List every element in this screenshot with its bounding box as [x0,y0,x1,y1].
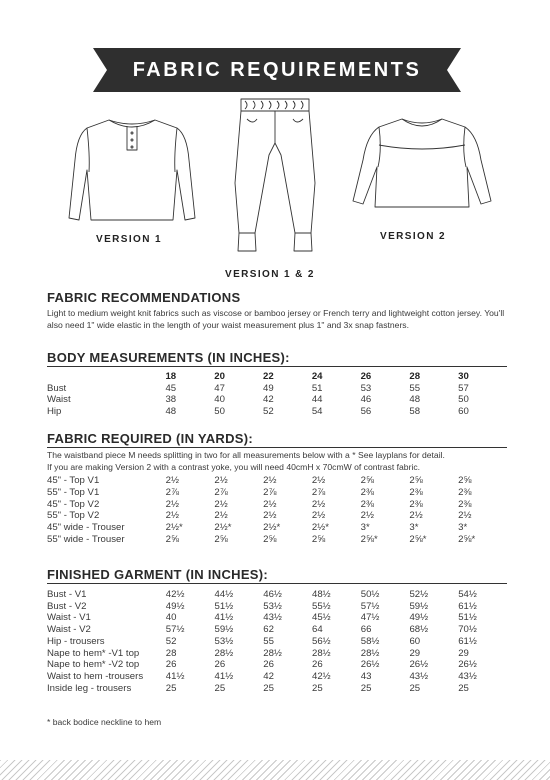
value-cell: 29 [458,647,469,659]
value-cell: 2½* [214,522,232,533]
value-cell: 42 [263,394,274,406]
value-cell: 44½ [214,589,234,600]
title-banner [93,48,461,92]
value-cell: 54½ [458,589,477,600]
row-label: Bust - V1 [47,589,87,600]
value-cell: 2⅝ [458,475,472,487]
value-cell: 26½ [409,659,429,671]
value-cell: 2⅞ [263,486,277,498]
value-cell: 44 [311,394,323,406]
fabric-required-title: FABRIC REQUIRED (IN YARDS): [47,431,507,448]
value-cell: 56 [360,406,372,418]
value-cell: 38 [165,394,177,406]
size-header-cell: 18 [165,371,177,382]
value-cell: 2⅜ [458,498,472,510]
value-cell: 53 [360,382,372,394]
value-cell: 48½ [312,589,331,600]
value-cell: 2⅜ [409,486,423,498]
table-row [47,394,507,406]
value-cell: 2⅝ [360,475,375,487]
value-cell: 2½* [165,522,183,533]
table-row [47,522,507,534]
trouser-illustration [225,93,325,258]
value-cell: 41½ [165,670,185,682]
value-cell: 50 [214,406,225,418]
value-cell: 2½ [263,498,277,510]
value-cell: 57 [458,382,469,394]
value-cell: 46½ [263,589,282,600]
fabric-required-table [47,475,507,545]
value-cell: 49½ [409,612,429,624]
value-cell: 25 [214,682,226,694]
value-cell: 43 [360,670,372,682]
value-cell: 2½ [165,498,180,510]
value-cell: 43½ [458,670,477,682]
value-cell: 45 [165,382,177,394]
body-measurements-table [47,371,507,418]
value-cell: 26 [165,659,177,671]
value-cell: 54 [311,406,323,418]
value-cell: 2⅜ [409,498,423,510]
value-cell: 42 [263,670,274,682]
fabric-required-note-1: The waistband piece M needs splitting in two for all measurements below with a * See layplans for detail. [47,450,445,460]
table-row [47,510,507,522]
row-label: Nape to hem* -V1 top [47,647,140,659]
value-cell: 46 [360,394,372,406]
table-row [47,406,507,418]
value-cell: 2½* [311,522,329,533]
value-cell: 2½* [263,522,281,533]
value-cell: 66 [360,624,372,636]
value-cell: 26 [214,659,226,671]
value-cell: 60 [458,406,469,418]
value-cell: 68½ [409,624,429,636]
value-cell: 2⅝* [360,533,378,545]
value-cell: 64 [312,624,323,636]
value-cell: 3* [458,522,468,533]
table-row [47,683,507,695]
value-cell: 55½ [312,600,331,612]
row-label: Hip - trousers [47,635,105,647]
value-cell: 58½ [360,635,380,647]
value-cell: 61½ [458,635,477,647]
value-cell: 51½ [214,600,234,612]
row-label: 45" - Top V2 [47,498,100,510]
table-row [47,589,507,601]
value-cell: 52 [165,635,177,647]
value-cell: 2½ [214,498,228,510]
value-cell: 28 [165,647,177,659]
value-cell: 2½ [263,475,277,487]
value-cell: 2⅜ [458,486,472,498]
value-cell: 47 [214,382,225,394]
row-label: Bust [47,382,67,394]
value-cell: 49 [263,382,274,394]
version2-top-illustration [347,105,497,227]
value-cell: 25 [409,682,421,694]
value-cell: 50½ [360,589,380,600]
table-row [47,383,507,395]
value-cell: 50 [458,394,469,406]
row-label: Inside leg - trousers [47,682,132,694]
size-header-row [47,371,507,383]
value-cell: 2⅝ [311,533,326,545]
size-header-cell: 22 [263,371,274,382]
fabric-required-section [47,431,507,545]
value-cell: 28½ [263,647,282,659]
row-label: Waist [47,394,71,406]
table-row [47,648,507,660]
value-cell: 26 [312,659,323,671]
value-cell: 2½ [311,498,326,510]
value-cell: 2½ [311,510,326,522]
row-label: Waist - V1 [47,612,91,624]
value-cell: 3* [360,522,370,533]
version1-label: VERSION 1 [96,234,162,245]
size-header-cell: 28 [409,371,421,382]
row-label: 55" wide - Trouser [47,533,125,545]
table-row [47,659,507,671]
value-cell: 2½ [409,510,423,522]
value-cell: 51 [311,382,323,394]
value-cell: 2⅝ [409,475,423,487]
value-cell: 61½ [458,600,477,612]
row-label: Waist - V2 [47,624,91,636]
value-cell: 52 [263,406,274,418]
footnote: * back bodice neckline to hem [47,717,162,727]
value-cell: 42½ [312,670,331,682]
value-cell: 2⅝ [214,533,228,545]
row-label: Waist to hem -trousers [47,670,144,682]
value-cell: 25 [165,682,177,694]
value-cell: 49½ [165,600,185,612]
value-cell: 25 [458,682,469,694]
row-label: 45" wide - Trouser [47,522,125,533]
value-cell: 2½ [165,475,180,487]
value-cell: 2½ [360,510,375,522]
table-row [47,612,507,624]
row-label: Hip [47,406,62,418]
decorative-stripe-border [0,760,550,780]
value-cell: 40 [214,394,225,406]
value-cell: 28½ [312,647,331,659]
value-cell: 42½ [165,589,185,600]
row-label: 55" - Top V2 [47,510,100,522]
value-cell: 2½ [311,475,326,487]
size-header-cell: 30 [458,371,469,382]
value-cell: 62 [263,624,274,636]
value-cell: 25 [360,682,372,694]
value-cell: 3* [409,522,419,533]
value-cell: 52½ [409,589,429,600]
row-label: Bust - V2 [47,600,87,612]
value-cell: 2½ [214,475,228,487]
value-cell: 26½ [458,659,477,671]
value-cell: 2⅝* [458,533,476,545]
value-cell: 45½ [312,612,331,624]
fabric-required-note-2: If you are making Version 2 with a contrast yoke, you will need 40cmH x 70cmW of contrast fabric. [47,461,421,472]
table-row [47,671,507,683]
value-cell: 55 [263,635,274,647]
value-cell: 55 [409,382,421,394]
fabric-recommendations-title: FABRIC RECOMMENDATIONS [47,290,241,305]
value-cell: 2⅝ [165,533,180,545]
value-cell: 53½ [214,635,234,647]
value-cell: 2½ [214,510,228,522]
body-measurements-title: BODY MEASUREMENTS (IN INCHES): [47,350,507,367]
value-cell: 2⅝ [263,533,277,545]
value-cell: 53½ [263,600,282,612]
value-cell: 41½ [214,612,234,624]
value-cell: 51½ [458,612,477,624]
finished-garment-section [47,567,507,694]
row-label: 45" - Top V1 [47,475,100,487]
value-cell: 26½ [360,659,380,671]
value-cell: 2⅝* [409,533,427,545]
value-cell: 28½ [214,647,234,659]
value-cell: 25 [263,682,274,694]
value-cell: 57½ [165,624,185,636]
table-row [47,499,507,511]
value-cell: 2⅞ [311,486,326,498]
row-label: Nape to hem* -V2 top [47,659,140,671]
value-cell: 29 [409,647,421,659]
value-cell: 57½ [360,600,380,612]
version2-label: VERSION 2 [380,231,446,242]
row-label: 55" - Top V1 [47,486,100,498]
fabric-recommendations-text: Light to medium weight knit fabrics such as viscose or bamboo jersey or French terry and lightweight cotton jersey. You'll also need 1" wide elastic in the length of your waist measurement plus 1" and 3x snap fastners. [47,308,505,330]
value-cell: 2⅞ [214,486,228,498]
value-cell: 40 [165,612,177,624]
size-header-cell: 20 [214,371,225,382]
value-cell: 58 [409,406,421,418]
value-cell: 48 [165,406,177,418]
value-cell: 43½ [263,612,282,624]
table-row [47,534,507,546]
value-cell: 47½ [360,612,380,624]
fabric-recommendations-section [47,290,507,331]
value-cell: 28½ [360,647,380,659]
value-cell: 2½ [458,510,472,522]
table-row [47,487,507,499]
table-row [47,601,507,613]
value-cell: 56½ [312,635,331,647]
table-row [47,624,507,636]
header-spacer [47,371,165,383]
value-cell: 25 [312,682,323,694]
value-cell: 48 [409,394,421,406]
value-cell: 2⅜ [360,498,375,510]
finished-garment-title: FINISHED GARMENT (IN INCHES): [47,567,507,584]
value-cell: 59½ [409,600,429,612]
value-cell: 2½ [165,510,180,522]
value-cell: 2½ [263,510,277,522]
value-cell: 2⅜ [360,486,375,498]
value-cell: 2⅞ [165,486,180,498]
version12-label: VERSION 1 & 2 [225,269,315,280]
value-cell: 59½ [214,624,234,636]
version1-top-illustration [57,100,207,235]
size-header-cell: 26 [360,371,372,382]
value-cell: 70½ [458,624,477,636]
value-cell: 60 [409,635,421,647]
page-title: FABRIC REQUIREMENTS [132,59,422,81]
value-cell: 26 [263,659,274,671]
size-header-cell: 24 [311,371,323,382]
table-row [47,475,507,487]
value-cell: 41½ [214,670,234,682]
finished-garment-table [47,589,507,694]
value-cell: 43½ [409,670,429,682]
table-row [47,636,507,648]
body-measurements-section [47,350,507,418]
